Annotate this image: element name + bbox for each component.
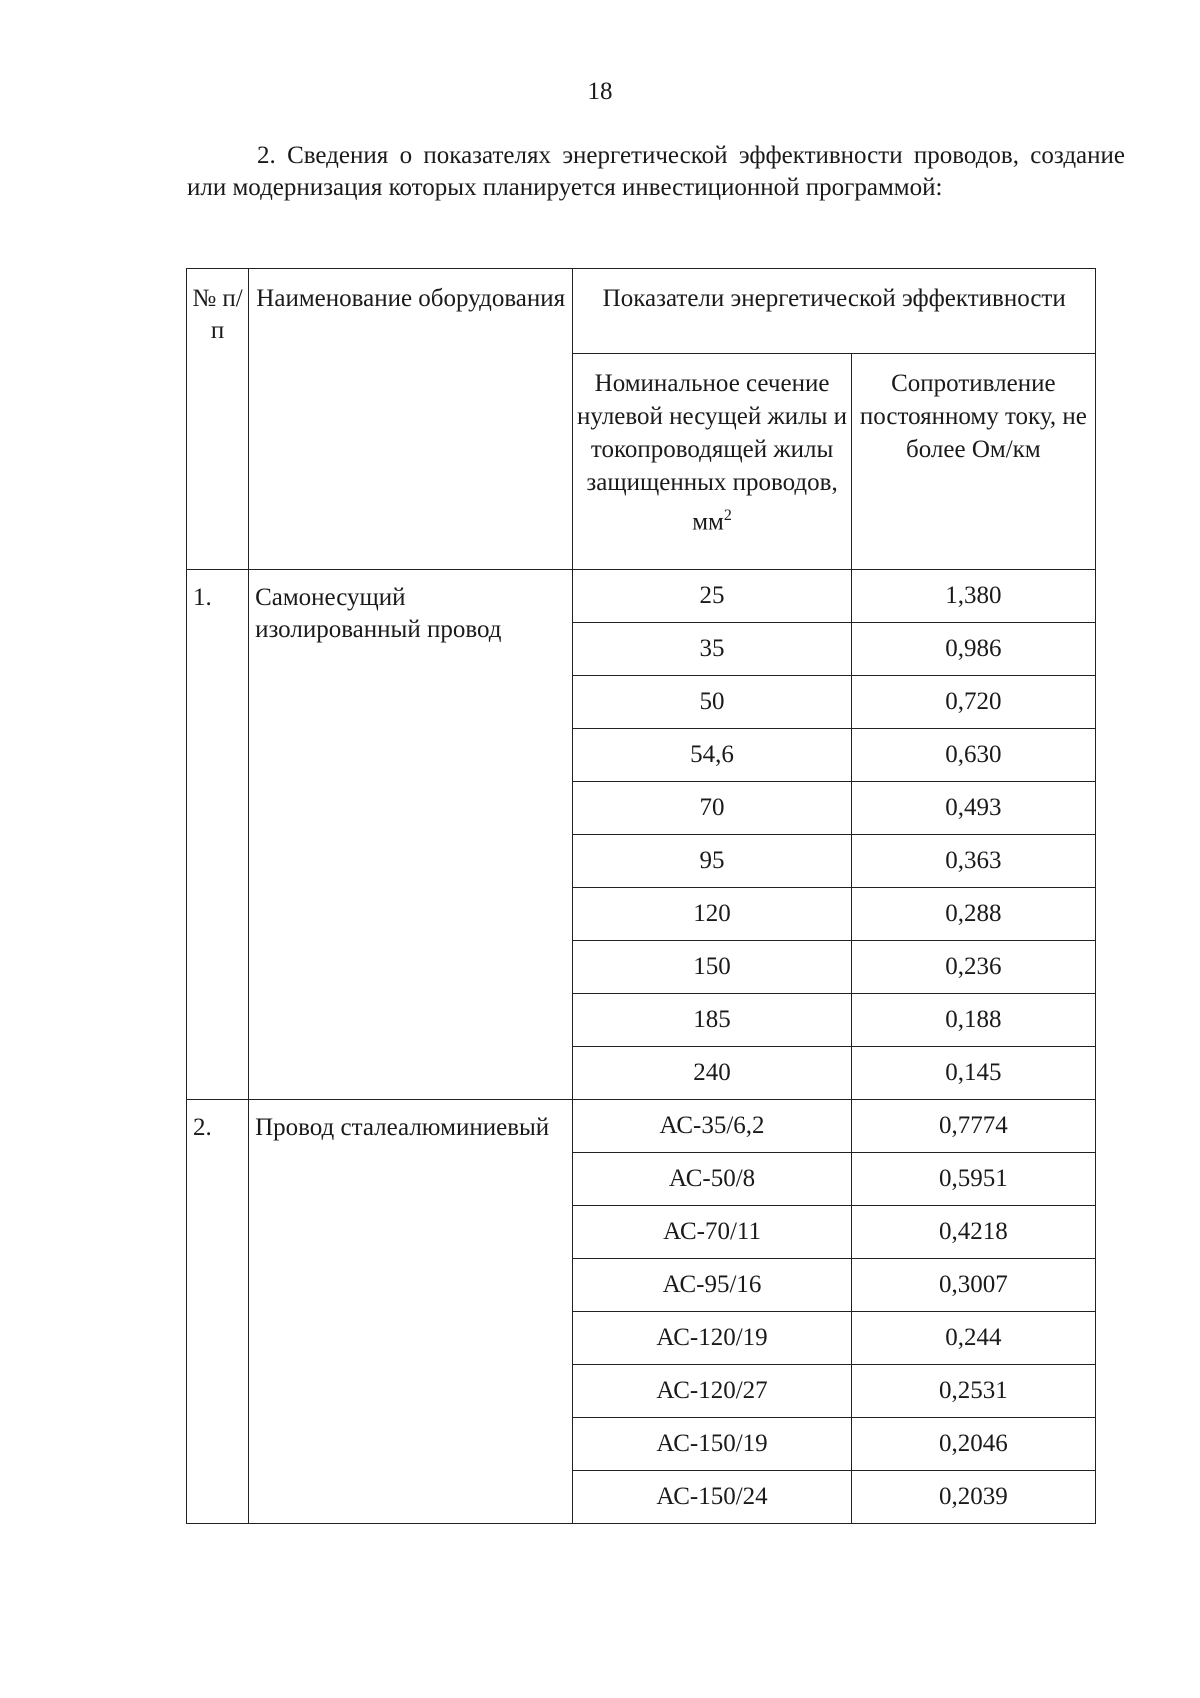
nominal-section-cell: АС-120/19 [573,1312,851,1365]
nominal-section-cell: 120 [573,888,851,941]
nominal-section-cell: АС-120/27 [573,1365,851,1418]
intro-paragraph: 2. Сведения о показателях энергетической эффективности проводов, создание или модернизация которых планируется инвестиционной программой: [187,142,1125,201]
table-row [187,1100,1096,1153]
nominal-section-cell: АС-35/6,2 [573,1100,851,1153]
header-efficiency-indicators: Показатели энергетической эффективности [573,269,1096,354]
resistance-cell: 0,3007 [851,1259,1095,1312]
efficiency-table-body [187,269,1096,1524]
resistance-cell: 1,380 [851,570,1095,623]
nominal-section-cell: 240 [573,1047,851,1100]
nominal-section-cell: АС-150/24 [573,1471,851,1524]
row-number: 1. [187,570,249,1100]
resistance-cell: 0,720 [851,676,1095,729]
resistance-cell: 0,5951 [851,1153,1095,1206]
row-number: 2. [187,1100,249,1524]
nominal-section-cell: АС-70/11 [573,1206,851,1259]
nominal-section-cell: 95 [573,835,851,888]
resistance-cell: 0,2531 [851,1365,1095,1418]
nominal-section-cell: АС-150/19 [573,1418,851,1471]
nominal-section-cell: 25 [573,570,851,623]
resistance-cell: 0,244 [851,1312,1095,1365]
header-resistance: Сопротивление постоянному току, не более Ом/км [851,354,1095,570]
page-number: 18 [587,78,613,105]
equipment-name: Самонесущий изолированный провод [249,570,573,1100]
resistance-cell: 0,2046 [851,1418,1095,1471]
resistance-cell: 0,145 [851,1047,1095,1100]
resistance-cell: 0,4218 [851,1206,1095,1259]
nominal-section-cell: 54,6 [573,729,851,782]
equipment-name: Провод сталеалюминиевый [249,1100,573,1524]
table-header-row [187,269,1096,354]
nominal-section-cell: АС-95/16 [573,1259,851,1312]
resistance-cell: 0,288 [851,888,1095,941]
nominal-section-cell: 70 [573,782,851,835]
header-nominal-section-sup: 2 [723,507,732,524]
resistance-cell: 0,986 [851,623,1095,676]
resistance-cell: 0,2039 [851,1471,1095,1524]
resistance-cell: 0,630 [851,729,1095,782]
header-nominal-section [573,354,851,570]
table-row [187,570,1096,623]
header-equipment-name: Наименование оборудования [249,269,573,570]
nominal-section-cell: 185 [573,994,851,1047]
nominal-section-cell: АС-50/8 [573,1153,851,1206]
nominal-section-cell: 150 [573,941,851,994]
efficiency-table [186,268,1096,1524]
resistance-cell: 0,7774 [851,1100,1095,1153]
nominal-section-cell: 35 [573,623,851,676]
nominal-section-cell: 50 [573,676,851,729]
resistance-cell: 0,493 [851,782,1095,835]
header-number: № п/п [187,269,249,570]
resistance-cell: 0,236 [851,941,1095,994]
resistance-cell: 0,363 [851,835,1095,888]
resistance-cell: 0,188 [851,994,1095,1047]
header-nominal-section-text: Номинальное сечение нулевой несущей жилы и токопроводящей жилы защищенных проводов, мм [577,370,848,536]
